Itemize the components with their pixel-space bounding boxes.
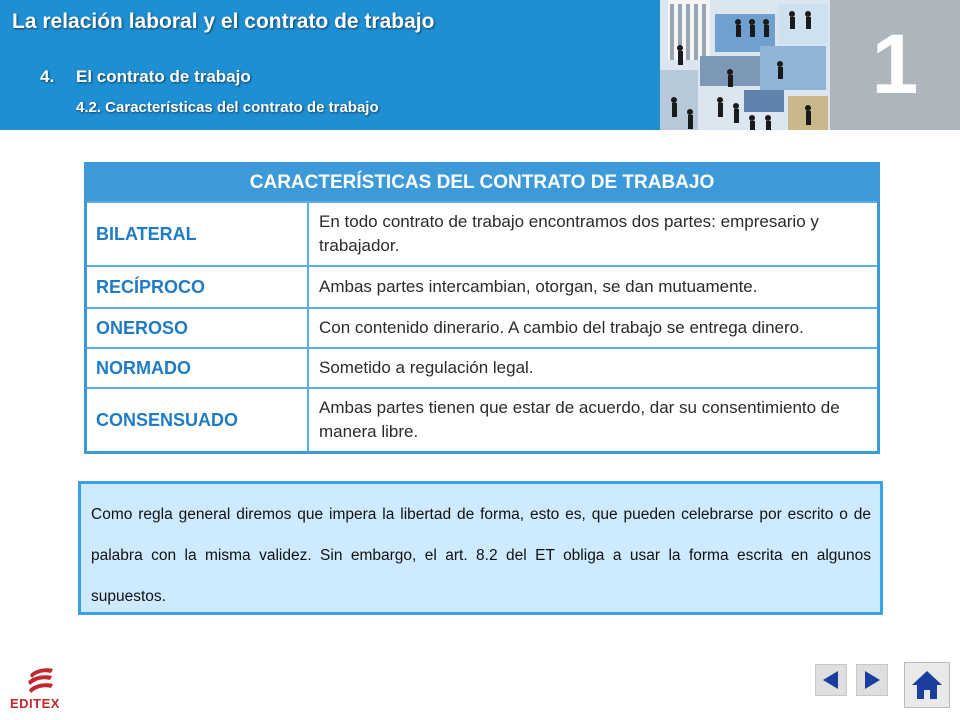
row-description: Con contenido dinerario. A cambio del trabajo se entrega dinero. xyxy=(319,318,804,337)
triangle-left-icon xyxy=(820,669,842,691)
row-term: BILATERAL xyxy=(87,203,309,265)
row-description: Ambas partes intercambian, otorgan, se dan mutuamente. xyxy=(319,277,758,296)
editex-logo xyxy=(8,666,72,712)
page-title: La relación laboral y el contrato de trabajo xyxy=(12,10,435,33)
row-description: Ambas partes tienen que estar de acuerdo, dar su consentimiento de manera libre. xyxy=(319,398,840,441)
row-description: Sometido a regulación legal. xyxy=(319,358,534,377)
subsection-heading: 4.2. Características del contrato de trabajo xyxy=(76,99,379,116)
home-button[interactable] xyxy=(904,662,950,708)
table-row xyxy=(87,265,877,307)
next-slide-button[interactable] xyxy=(856,664,888,696)
table-heading: CARACTERÍSTICAS DEL CONTRATO DE TRABAJO xyxy=(87,165,877,201)
table-row xyxy=(87,307,877,347)
note-box xyxy=(78,481,883,615)
editex-logo-mark-icon xyxy=(26,666,56,694)
row-term: RECÍPROCO xyxy=(87,267,309,307)
characteristics-table xyxy=(84,162,880,454)
section-heading xyxy=(40,67,251,87)
note-text: Como regla general diremos que impera la libertad de forma, esto es, que pueden celebrarse por escrito o de palabra con la misma validez. Sin embargo, el art. 8.2 del ET obliga a usar la forma escrita en algunos supuestos. xyxy=(91,506,871,605)
slide-header xyxy=(0,0,960,130)
triangle-right-icon xyxy=(861,669,883,691)
row-description: En todo contrato de trabajo encontramos dos partes: empresario y trabajador. xyxy=(319,212,819,255)
home-icon xyxy=(910,668,944,702)
section-title: El contrato de trabajo xyxy=(76,67,251,86)
previous-slide-button[interactable] xyxy=(815,664,847,696)
row-term: CONSENSUADO xyxy=(87,389,309,451)
logo-text: EDITEX xyxy=(10,696,60,711)
row-term: ONEROSO xyxy=(87,309,309,347)
business-people-collage-image xyxy=(660,0,830,130)
table-row xyxy=(87,387,877,451)
section-number: 4. xyxy=(40,67,55,86)
row-term: NORMADO xyxy=(87,349,309,387)
table-row xyxy=(87,347,877,387)
table-row xyxy=(87,201,877,265)
unit-number: 1 xyxy=(871,17,919,111)
unit-panel xyxy=(830,0,960,130)
